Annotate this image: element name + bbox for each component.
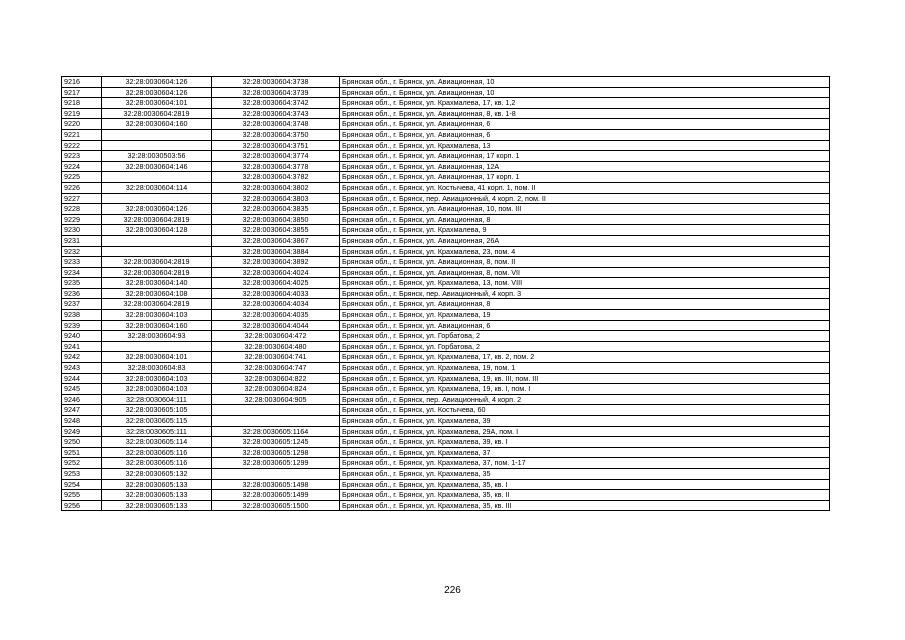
land-cadastral-number-cell: [102, 235, 212, 246]
land-cadastral-number-cell: 32:28:0030605:116: [102, 458, 212, 469]
row-number-cell: 9224: [62, 161, 102, 172]
address-cell: Брянская обл., г. Брянск, ул. Крахмалева, 19: [340, 310, 830, 321]
table-row: [62, 151, 830, 162]
row-number-cell: 9219: [62, 108, 102, 119]
object-cadastral-number-cell: 32:28:0030605:1299: [212, 458, 340, 469]
object-cadastral-number-cell: 32:28:0030604:4034: [212, 299, 340, 310]
row-number-cell: 9217: [62, 87, 102, 98]
address-cell: Брянская обл., г. Брянск, ул. Авиационная, 6: [340, 119, 830, 130]
object-cadastral-number-cell: 32:28:0030605:1245: [212, 437, 340, 448]
row-number-cell: 9229: [62, 214, 102, 225]
table-row: [62, 468, 830, 479]
land-cadastral-number-cell: 32:28:0030604:160: [102, 320, 212, 331]
row-number-cell: 9242: [62, 352, 102, 363]
row-number-cell: 9241: [62, 341, 102, 352]
address-cell: Брянская обл., г. Брянск, ул. Крахмалева, 35: [340, 468, 830, 479]
land-cadastral-number-cell: [102, 172, 212, 183]
land-cadastral-number-cell: 32:28:0030604:114: [102, 182, 212, 193]
row-number-cell: 9248: [62, 416, 102, 427]
land-cadastral-number-cell: 32:28:0030604:126: [102, 204, 212, 215]
address-cell: Брянская обл., г. Брянск, ул. Крахмалева, 37: [340, 447, 830, 458]
object-cadastral-number-cell: 32:28:0030604:480: [212, 341, 340, 352]
land-cadastral-number-cell: 32:28:0030604:2819: [102, 299, 212, 310]
row-number-cell: 9223: [62, 151, 102, 162]
table-row: [62, 278, 830, 289]
object-cadastral-number-cell: 32:28:0030604:3778: [212, 161, 340, 172]
address-cell: Брянская обл., г. Брянск, ул. Горбатова, 2: [340, 331, 830, 342]
land-cadastral-number-cell: 32:28:0030604:140: [102, 278, 212, 289]
table-row: [62, 87, 830, 98]
land-cadastral-number-cell: 32:28:0030604:126: [102, 87, 212, 98]
object-cadastral-number-cell: 32:28:0030605:1500: [212, 500, 340, 511]
object-cadastral-number-cell: 32:28:0030604:741: [212, 352, 340, 363]
land-cadastral-number-cell: 32:28:0030503:56: [102, 151, 212, 162]
row-number-cell: 9227: [62, 193, 102, 204]
row-number-cell: 9228: [62, 204, 102, 215]
land-cadastral-number-cell: 32:28:0030605:133: [102, 479, 212, 490]
table-row: [62, 225, 830, 236]
row-number-cell: 9256: [62, 500, 102, 511]
land-cadastral-number-cell: 32:28:0030604:128: [102, 225, 212, 236]
table-row: [62, 500, 830, 511]
row-number-cell: 9237: [62, 299, 102, 310]
address-cell: Брянская обл., г. Брянск, пер. Авиационный, 4 корп. 2, пом. II: [340, 193, 830, 204]
address-cell: Брянская обл., г. Брянск, ул. Авиационная, 8, пом. II: [340, 257, 830, 268]
table-row: [62, 246, 830, 257]
table-row: [62, 119, 830, 130]
address-cell: Брянская обл., г. Брянск, ул. Авиационная, 10: [340, 77, 830, 88]
table-row: [62, 193, 830, 204]
row-number-cell: 9251: [62, 447, 102, 458]
land-cadastral-number-cell: 32:28:0030604:2819: [102, 214, 212, 225]
row-number-cell: 9216: [62, 77, 102, 88]
row-number-cell: 9225: [62, 172, 102, 183]
address-cell: Брянская обл., г. Брянск, ул. Авиационная, 12А: [340, 161, 830, 172]
object-cadastral-number-cell: 32:28:0030604:4035: [212, 310, 340, 321]
row-number-cell: 9231: [62, 235, 102, 246]
table-row: [62, 288, 830, 299]
object-cadastral-number-cell: 32:28:0030604:3742: [212, 98, 340, 109]
row-number-cell: 9236: [62, 288, 102, 299]
object-cadastral-number-cell: [212, 468, 340, 479]
row-number-cell: 9222: [62, 140, 102, 151]
land-cadastral-number-cell: 32:28:0030604:111: [102, 394, 212, 405]
table-row: [62, 363, 830, 374]
row-number-cell: 9255: [62, 490, 102, 501]
land-cadastral-number-cell: 32:28:0030604:103: [102, 373, 212, 384]
table-body: [62, 77, 830, 511]
address-cell: Брянская обл., г. Брянск, ул. Авиационная, 10, пом. III: [340, 204, 830, 215]
table-row: [62, 447, 830, 458]
address-cell: Брянская обл., г. Брянск, ул. Авиационная, 26А: [340, 235, 830, 246]
object-cadastral-number-cell: 32:28:0030604:3867: [212, 235, 340, 246]
object-cadastral-number-cell: 32:28:0030604:3835: [212, 204, 340, 215]
object-cadastral-number-cell: 32:28:0030604:3802: [212, 182, 340, 193]
row-number-cell: 9218: [62, 98, 102, 109]
table-row: [62, 267, 830, 278]
row-number-cell: 9226: [62, 182, 102, 193]
row-number-cell: 9254: [62, 479, 102, 490]
table-row: [62, 437, 830, 448]
table-row: [62, 310, 830, 321]
land-cadastral-number-cell: 32:28:0030605:111: [102, 426, 212, 437]
table-row: [62, 394, 830, 405]
table-row: [62, 235, 830, 246]
row-number-cell: 9244: [62, 373, 102, 384]
land-cadastral-number-cell: 32:28:0030604:126: [102, 77, 212, 88]
land-cadastral-number-cell: [102, 341, 212, 352]
address-cell: Брянская обл., г. Брянск, ул. Авиационная, 8, пом. VII: [340, 267, 830, 278]
address-cell: Брянская обл., г. Брянск, ул. Крахмалева, 19, кв. III, пом. III: [340, 373, 830, 384]
address-cell: Брянская обл., г. Брянск, ул. Крахмалева, 35, кв. I: [340, 479, 830, 490]
object-cadastral-number-cell: 32:28:0030604:3738: [212, 77, 340, 88]
object-cadastral-number-cell: 32:28:0030604:747: [212, 363, 340, 374]
object-cadastral-number-cell: 32:28:0030604:472: [212, 331, 340, 342]
address-cell: Брянская обл., г. Брянск, ул. Крахмалева, 35, кв. II: [340, 490, 830, 501]
object-cadastral-number-cell: 32:28:0030604:4044: [212, 320, 340, 331]
address-cell: Брянская обл., г. Брянск, ул. Горбатова, 2: [340, 341, 830, 352]
row-number-cell: 9221: [62, 129, 102, 140]
land-cadastral-number-cell: 32:28:0030605:114: [102, 437, 212, 448]
table-row: [62, 373, 830, 384]
row-number-cell: 9253: [62, 468, 102, 479]
address-cell: Брянская обл., г. Брянск, ул. Авиационная, 6: [340, 129, 830, 140]
land-cadastral-number-cell: 32:28:0030604:2819: [102, 108, 212, 119]
row-number-cell: 9233: [62, 257, 102, 268]
table-row: [62, 384, 830, 395]
row-number-cell: 9252: [62, 458, 102, 469]
object-cadastral-number-cell: 32:28:0030604:3855: [212, 225, 340, 236]
object-cadastral-number-cell: 32:28:0030605:1164: [212, 426, 340, 437]
row-number-cell: 9247: [62, 405, 102, 416]
land-cadastral-number-cell: 32:28:0030605:133: [102, 490, 212, 501]
object-cadastral-number-cell: 32:28:0030604:3774: [212, 151, 340, 162]
object-cadastral-number-cell: 32:28:0030605:1499: [212, 490, 340, 501]
row-number-cell: 9246: [62, 394, 102, 405]
table-row: [62, 299, 830, 310]
row-number-cell: 9238: [62, 310, 102, 321]
property-register-table: [61, 76, 830, 511]
address-cell: Брянская обл., г. Брянск, ул. Крахмалева, 35, кв. III: [340, 500, 830, 511]
object-cadastral-number-cell: 32:28:0030605:1298: [212, 447, 340, 458]
table-row: [62, 140, 830, 151]
table-row: [62, 490, 830, 501]
object-cadastral-number-cell: 32:28:0030604:4024: [212, 267, 340, 278]
table-row: [62, 416, 830, 427]
row-number-cell: 9240: [62, 331, 102, 342]
object-cadastral-number-cell: [212, 416, 340, 427]
table-row: [62, 98, 830, 109]
row-number-cell: 9243: [62, 363, 102, 374]
row-number-cell: 9230: [62, 225, 102, 236]
object-cadastral-number-cell: 32:28:0030604:3803: [212, 193, 340, 204]
land-cadastral-number-cell: 32:28:0030604:93: [102, 331, 212, 342]
object-cadastral-number-cell: 32:28:0030604:3850: [212, 214, 340, 225]
land-cadastral-number-cell: [102, 193, 212, 204]
object-cadastral-number-cell: 32:28:0030604:905: [212, 394, 340, 405]
address-cell: Брянская обл., г. Брянск, ул. Крахмалева, 13: [340, 140, 830, 151]
table-row: [62, 77, 830, 88]
row-number-cell: 9220: [62, 119, 102, 130]
table-row: [62, 479, 830, 490]
land-cadastral-number-cell: [102, 129, 212, 140]
table-row: [62, 320, 830, 331]
land-cadastral-number-cell: 32:28:0030605:116: [102, 447, 212, 458]
address-cell: Брянская обл., г. Брянск, пер. Авиационный, 4 корп. 2: [340, 394, 830, 405]
land-cadastral-number-cell: 32:28:0030605:133: [102, 500, 212, 511]
land-cadastral-number-cell: 32:28:0030604:2819: [102, 257, 212, 268]
land-cadastral-number-cell: 32:28:0030604:83: [102, 363, 212, 374]
address-cell: Брянская обл., г. Брянск, ул. Крахмалева, 39: [340, 416, 830, 427]
row-number-cell: 9249: [62, 426, 102, 437]
land-cadastral-number-cell: 32:28:0030605:132: [102, 468, 212, 479]
address-cell: Брянская обл., г. Брянск, ул. Крахмалева, 37, пом. 1-17: [340, 458, 830, 469]
land-cadastral-number-cell: 32:28:0030604:101: [102, 98, 212, 109]
table-row: [62, 214, 830, 225]
address-cell: Брянская обл., г. Брянск, ул. Авиационная, 8: [340, 214, 830, 225]
address-cell: Брянская обл., г. Брянск, ул. Крахмалева, 13, пом. VIII: [340, 278, 830, 289]
object-cadastral-number-cell: 32:28:0030604:4033: [212, 288, 340, 299]
table-row: [62, 331, 830, 342]
land-cadastral-number-cell: [102, 140, 212, 151]
object-cadastral-number-cell: 32:28:0030604:3748: [212, 119, 340, 130]
address-cell: Брянская обл., г. Брянск, ул. Крахмалева, 9: [340, 225, 830, 236]
table-row: [62, 204, 830, 215]
row-number-cell: 9235: [62, 278, 102, 289]
address-cell: Брянская обл., г. Брянск, ул. Крахмалева, 19, кв. I, пом. I: [340, 384, 830, 395]
object-cadastral-number-cell: 32:28:0030604:3884: [212, 246, 340, 257]
row-number-cell: 9250: [62, 437, 102, 448]
address-cell: Брянская обл., г. Брянск, ул. Костычева, 41 корп. 1, пом. II: [340, 182, 830, 193]
address-cell: Брянская обл., г. Брянск, ул. Авиационная, 8: [340, 299, 830, 310]
address-cell: Брянская обл., г. Брянск, ул. Авиационная, 6: [340, 320, 830, 331]
page-number: 226: [444, 585, 461, 596]
land-cadastral-number-cell: 32:28:0030604:103: [102, 310, 212, 321]
address-cell: Брянская обл., г. Брянск, ул. Костычева, 60: [340, 405, 830, 416]
address-cell: Брянская обл., г. Брянск, ул. Крахмалева, 17, кв. 1,2: [340, 98, 830, 109]
land-cadastral-number-cell: 32:28:0030604:101: [102, 352, 212, 363]
address-cell: Брянская обл., г. Брянск, ул. Авиационная, 8, кв. 1-8: [340, 108, 830, 119]
land-cadastral-number-cell: 32:28:0030604:146: [102, 161, 212, 172]
land-cadastral-number-cell: 32:28:0030605:115: [102, 416, 212, 427]
land-cadastral-number-cell: 32:28:0030604:108: [102, 288, 212, 299]
land-cadastral-number-cell: 32:28:0030604:103: [102, 384, 212, 395]
object-cadastral-number-cell: 32:28:0030604:4025: [212, 278, 340, 289]
address-cell: Брянская обл., г. Брянск, ул. Крахмалева, 19, пом. 1: [340, 363, 830, 374]
address-cell: Брянская обл., г. Брянск, ул. Авиационная, 17 корп. 1: [340, 151, 830, 162]
land-cadastral-number-cell: 32:28:0030604:160: [102, 119, 212, 130]
table-row: [62, 108, 830, 119]
object-cadastral-number-cell: 32:28:0030604:3782: [212, 172, 340, 183]
land-cadastral-number-cell: 32:28:0030604:2819: [102, 267, 212, 278]
object-cadastral-number-cell: 32:28:0030605:1498: [212, 479, 340, 490]
table-row: [62, 352, 830, 363]
address-cell: Брянская обл., г. Брянск, ул. Крахмалева, 39, кв. I: [340, 437, 830, 448]
object-cadastral-number-cell: 32:28:0030604:822: [212, 373, 340, 384]
address-cell: Брянская обл., г. Брянск, ул. Авиационная, 17 корп. 1: [340, 172, 830, 183]
address-cell: Брянская обл., г. Брянск, ул. Крахмалева, 17, кв. 2, пом. 2: [340, 352, 830, 363]
row-number-cell: 9239: [62, 320, 102, 331]
table-row: [62, 458, 830, 469]
object-cadastral-number-cell: 32:28:0030604:3743: [212, 108, 340, 119]
address-cell: Брянская обл., г. Брянск, ул. Крахмалева, 23, пом. 4: [340, 246, 830, 257]
address-cell: Брянская обл., г. Брянск, ул. Авиационная, 10: [340, 87, 830, 98]
object-cadastral-number-cell: 32:28:0030604:824: [212, 384, 340, 395]
row-number-cell: 9232: [62, 246, 102, 257]
row-number-cell: 9245: [62, 384, 102, 395]
object-cadastral-number-cell: 32:28:0030604:3739: [212, 87, 340, 98]
address-cell: Брянская обл., г. Брянск, пер. Авиационный, 4 корп. 3: [340, 288, 830, 299]
object-cadastral-number-cell: 32:28:0030604:3892: [212, 257, 340, 268]
object-cadastral-number-cell: 32:28:0030604:3751: [212, 140, 340, 151]
object-cadastral-number-cell: [212, 405, 340, 416]
table-row: [62, 257, 830, 268]
table-row: [62, 172, 830, 183]
object-cadastral-number-cell: 32:28:0030604:3750: [212, 129, 340, 140]
table-row: [62, 405, 830, 416]
row-number-cell: 9234: [62, 267, 102, 278]
land-cadastral-number-cell: [102, 246, 212, 257]
table-row: [62, 182, 830, 193]
table-row: [62, 129, 830, 140]
land-cadastral-number-cell: 32:28:0030605:105: [102, 405, 212, 416]
table-row: [62, 341, 830, 352]
table-row: [62, 426, 830, 437]
address-cell: Брянская обл., г. Брянск, ул. Крахмалева, 29А, пом. I: [340, 426, 830, 437]
table-row: [62, 161, 830, 172]
